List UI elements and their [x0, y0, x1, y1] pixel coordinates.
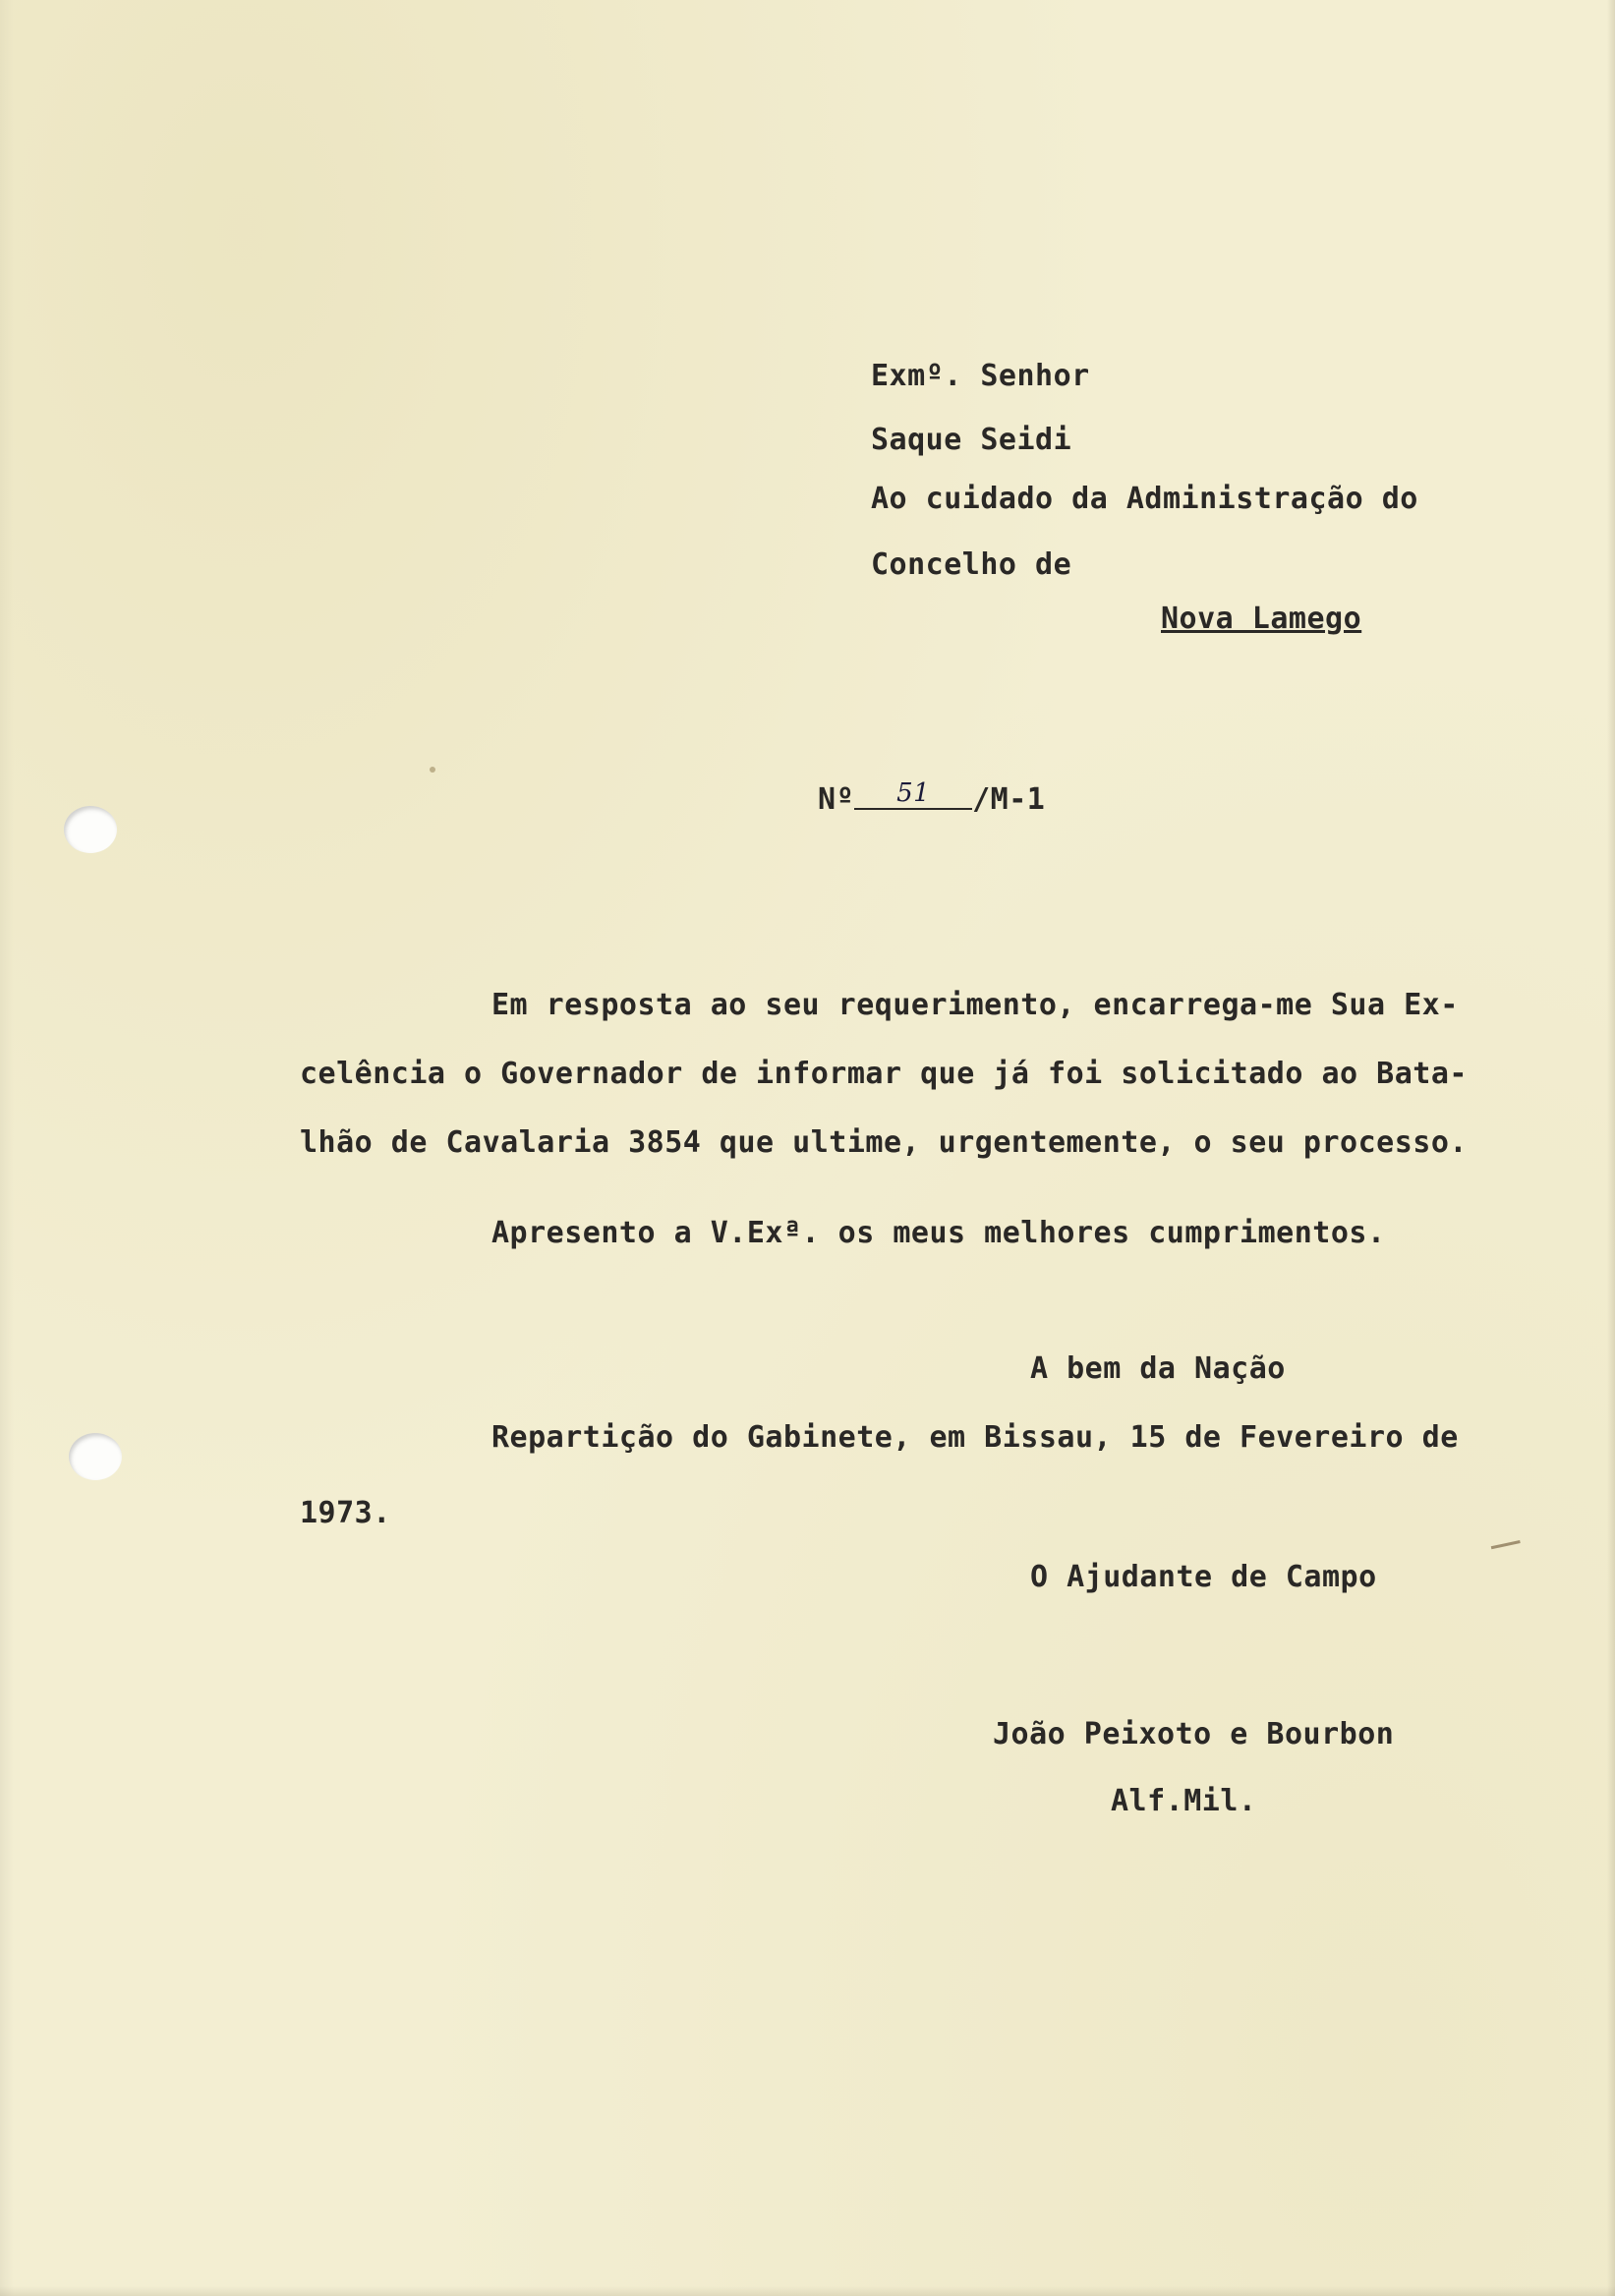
- body-line-2: celência o Governador de informar que já foi solicitado ao Bata-: [300, 1057, 1468, 1091]
- recipient-care-of: Ao cuidado da Administração do: [871, 482, 1418, 516]
- paper-edge-shadow: [1607, 0, 1615, 2296]
- recipient-place: Nova Lamego: [1161, 602, 1362, 636]
- reference-prefix: Nº: [818, 782, 855, 817]
- signature-rank: Alf.Mil.: [1111, 1784, 1257, 1818]
- paper-bottom-edge: [0, 2286, 1615, 2296]
- closing-place-date-line-2: 1973.: [300, 1496, 391, 1530]
- punch-hole-lower: [69, 1433, 122, 1480]
- reference-handwritten-number: 51: [854, 778, 972, 810]
- punch-hole-upper: [64, 806, 117, 853]
- reference-number: [818, 778, 1046, 818]
- recipient-salutation: Exmº. Senhor: [871, 359, 1090, 393]
- signature-name: João Peixoto e Bourbon: [993, 1717, 1395, 1751]
- body-line-1: Em resposta ao seu requerimento, encarrega-me Sua Ex-: [491, 988, 1459, 1022]
- closing-place-date-line-1: Repartição do Gabinete, em Bissau, 15 de Fevereiro de: [491, 1420, 1459, 1455]
- closing-motto: A bem da Nação: [1030, 1351, 1286, 1386]
- body-line-3: lhão de Cavalaria 3854 que ultime, urgentemente, o seu processo.: [300, 1125, 1468, 1160]
- body-greeting: Apresento a V.Exª. os meus melhores cumprimentos.: [491, 1216, 1386, 1250]
- recipient-name: Saque Seidi: [871, 423, 1072, 457]
- reference-suffix: /M-1: [972, 782, 1046, 817]
- closing-role: O Ajudante de Campo: [1030, 1560, 1377, 1594]
- pencil-tick-mark: [1491, 1540, 1523, 1561]
- paper-speck: [430, 767, 435, 773]
- recipient-council: Concelho de: [871, 547, 1072, 582]
